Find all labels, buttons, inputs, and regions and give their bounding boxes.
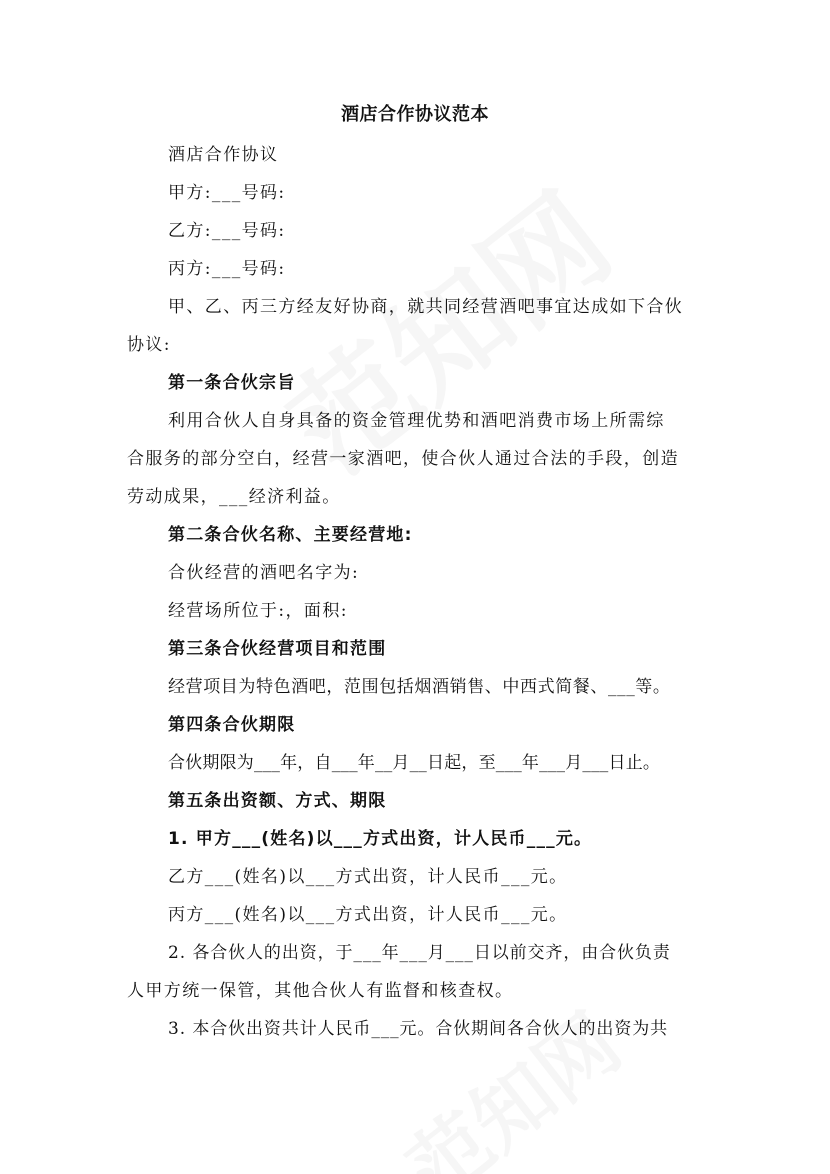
- paragraph-line: 合伙经营的酒吧名字为:: [168, 563, 360, 583]
- section-heading: 第五条出资额、方式、期限: [168, 791, 387, 811]
- paragraph-line: 合服务的部分空白，经营一家酒吧，使合伙人通过合法的手段，创造: [127, 449, 679, 469]
- paragraph-line: 甲、乙、丙三方经友好协商，就共同经营酒吧事宜达成如下合伙: [168, 297, 684, 317]
- paragraph-line: 协议:: [127, 335, 171, 355]
- paragraph-line: 人甲方统一保管，其他合伙人有监督和核查权。: [127, 981, 514, 1001]
- party-c: 丙方:___号码:: [168, 259, 286, 279]
- paragraph-line: 经营项目为特色酒吧，范围包括烟酒销售、中西式简餐、___等。: [168, 677, 671, 697]
- section-heading: 第四条合伙期限: [168, 715, 296, 735]
- section-heading: 第二条合伙名称、主要经营地:: [168, 525, 413, 545]
- document-title: 酒店合作协议范本: [341, 104, 489, 125]
- paragraph-line: 乙方___(姓名)以___方式出资，计人民币___元。: [168, 867, 568, 887]
- paragraph-line: 2. 各合伙人的出资，于___年___月___日以前交齐，由合伙负责: [168, 943, 671, 963]
- party-b: 乙方:___号码:: [168, 221, 286, 241]
- paragraph-line: 1. 甲方___(姓名)以___方式出资，计人民币___元。: [168, 829, 593, 849]
- subtitle: 酒店合作协议: [168, 145, 279, 165]
- watermark-bottom: [380, 982, 640, 1174]
- paragraph-line: 合伙期限为___年，自___年__月__日起，至___年___月___日止。: [168, 753, 661, 773]
- paragraph-line: 经营场所位于:，面积:: [168, 601, 348, 621]
- paragraph-line: 丙方___(姓名)以___方式出资，计人民币___元。: [168, 905, 568, 925]
- section-heading: 第一条合伙宗旨: [168, 373, 296, 393]
- paragraph-line: 劳动成果，___经济利益。: [127, 487, 341, 507]
- paragraph-line: 利用合伙人自身具备的资金管理优势和酒吧消费市场上所需综: [168, 411, 665, 431]
- paragraph-line: 3. 本合伙出资共计人民币___元。合伙期间各合伙人的出资为共: [168, 1019, 669, 1039]
- section-heading: 第三条合伙经营项目和范围: [168, 639, 387, 659]
- party-a: 甲方:___号码:: [168, 183, 286, 203]
